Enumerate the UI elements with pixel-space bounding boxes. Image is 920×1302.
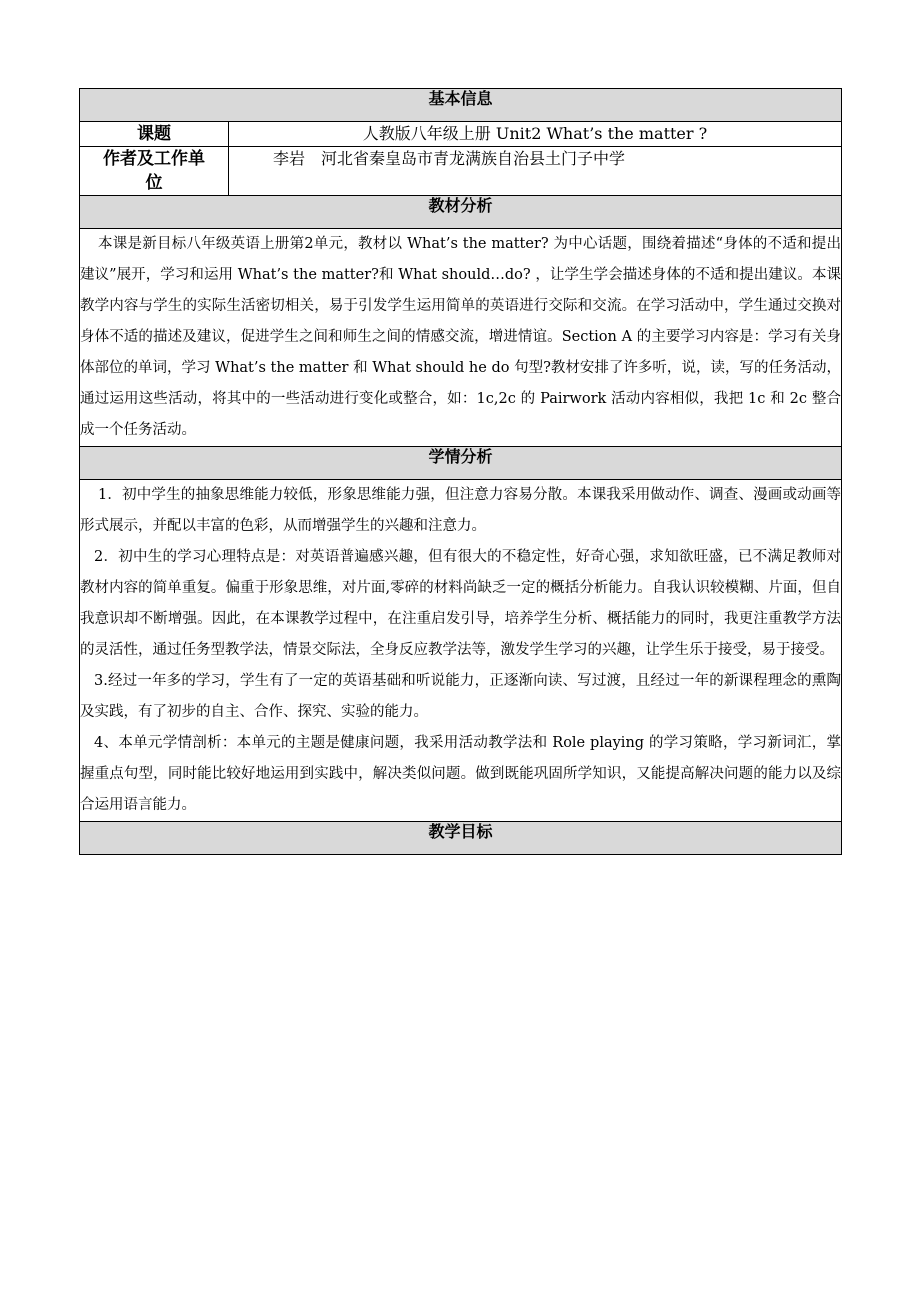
material-analysis-body-row xyxy=(80,229,842,447)
student-analysis-paragraph-1: 1．初中学生的抽象思维能力较低，形象思维能力强，但注意力容易分散。本课我采用做动作、调查、漫画或动画等形式展示，并配以丰富的色彩，从而增强学生的兴趣和注意力。 xyxy=(80,487,842,534)
author-row xyxy=(80,147,842,196)
author-label: 作者及工作单位 xyxy=(80,147,229,196)
student-analysis-paragraph-3: 3.经过一年多的学习，学生有了一定的英语基础和听说能力，正逐渐向读、写过渡，且经过一年的新课程理念的熏陶及实践，有了初步的自主、合作、探究、实验的能力。 xyxy=(80,673,842,720)
student-analysis-header-row xyxy=(80,447,842,480)
section-title-student-analysis: 学情分析 xyxy=(80,447,842,480)
author-value: 李岩 河北省秦皇岛市青龙满族自治县土门子中学 xyxy=(229,147,842,196)
student-analysis-body xyxy=(80,480,842,822)
section-title-teaching-goals: 教学目标 xyxy=(80,822,842,855)
student-analysis-paragraph-2: 2．初中生的学习心理特点是：对英语普遍感兴趣，但有很大的不稳定性，好奇心强，求知欲旺盛，已不满足教师对教材内容的简单重复。偏重于形象思维，对片面,零碎的材料尚缺乏一定的概括分析能力。自我认识较模糊、片面，但自我意识却不断增强。因此，在本课教学过程中，在注重启发引导，培养学生分析、概括能力的同时，我更注重教学方法的灵活性，通过任务型教学法，情景交际法，全身反应教学法等，激发学生学习的兴趣，让学生乐于接受，易于接受。 xyxy=(80,549,842,658)
topic-row xyxy=(80,122,842,147)
section-title-material-analysis: 教材分析 xyxy=(80,196,842,229)
section-title-basic-info: 基本信息 xyxy=(80,89,842,122)
material-analysis-body xyxy=(80,229,842,447)
student-analysis-body-row xyxy=(80,480,842,822)
material-analysis-header-row xyxy=(80,196,842,229)
basic-info-header-row xyxy=(80,89,842,122)
material-analysis-paragraph: 本课是新目标八年级英语上册第2单元，教材以 What’s the matter? 为中心话题，围绕着描述“身体的不适和提出建议”展开，学习和运用 What’s the matter?和 What should…do? ，让学生学会描述身体的不适和提出建议。本课教学内容与学生的实际生活密切相关，易于引发学生运用简单的英语进行交际和交流。在学习活动中，学生通过交换对身体不适的描述及建议，促进学生之间和师生之间的情感交流，增进情谊。Section A 的主要学习内容是：学习有关身体部位的单词，学习 What’s the matter 和 What should he do 句型?教材安排了许多听，说，读，写的任务活动，通过运用这些活动，将其中的一些活动进行变化或整合，如：1c,2c 的 Pairwork 活动内容相似，我把 1c 和 2c 整合成一个任务活动。 xyxy=(80,236,842,438)
topic-value: 人教版八年级上册 Unit2 What’s the matter ? xyxy=(229,122,842,147)
topic-label: 课题 xyxy=(80,122,229,147)
teaching-goals-header-row xyxy=(80,822,842,855)
lesson-plan-table xyxy=(79,88,842,855)
student-analysis-paragraph-4: 4、本单元学情剖析：本单元的主题是健康问题，我采用活动教学法和 Role playing 的学习策略，学习新词汇，掌握重点句型，同时能比较好地运用到实践中，解决类似问题。做到既能巩固所学知识，又能提高解决问题的能力以及综合运用语言能力。 xyxy=(80,735,842,813)
